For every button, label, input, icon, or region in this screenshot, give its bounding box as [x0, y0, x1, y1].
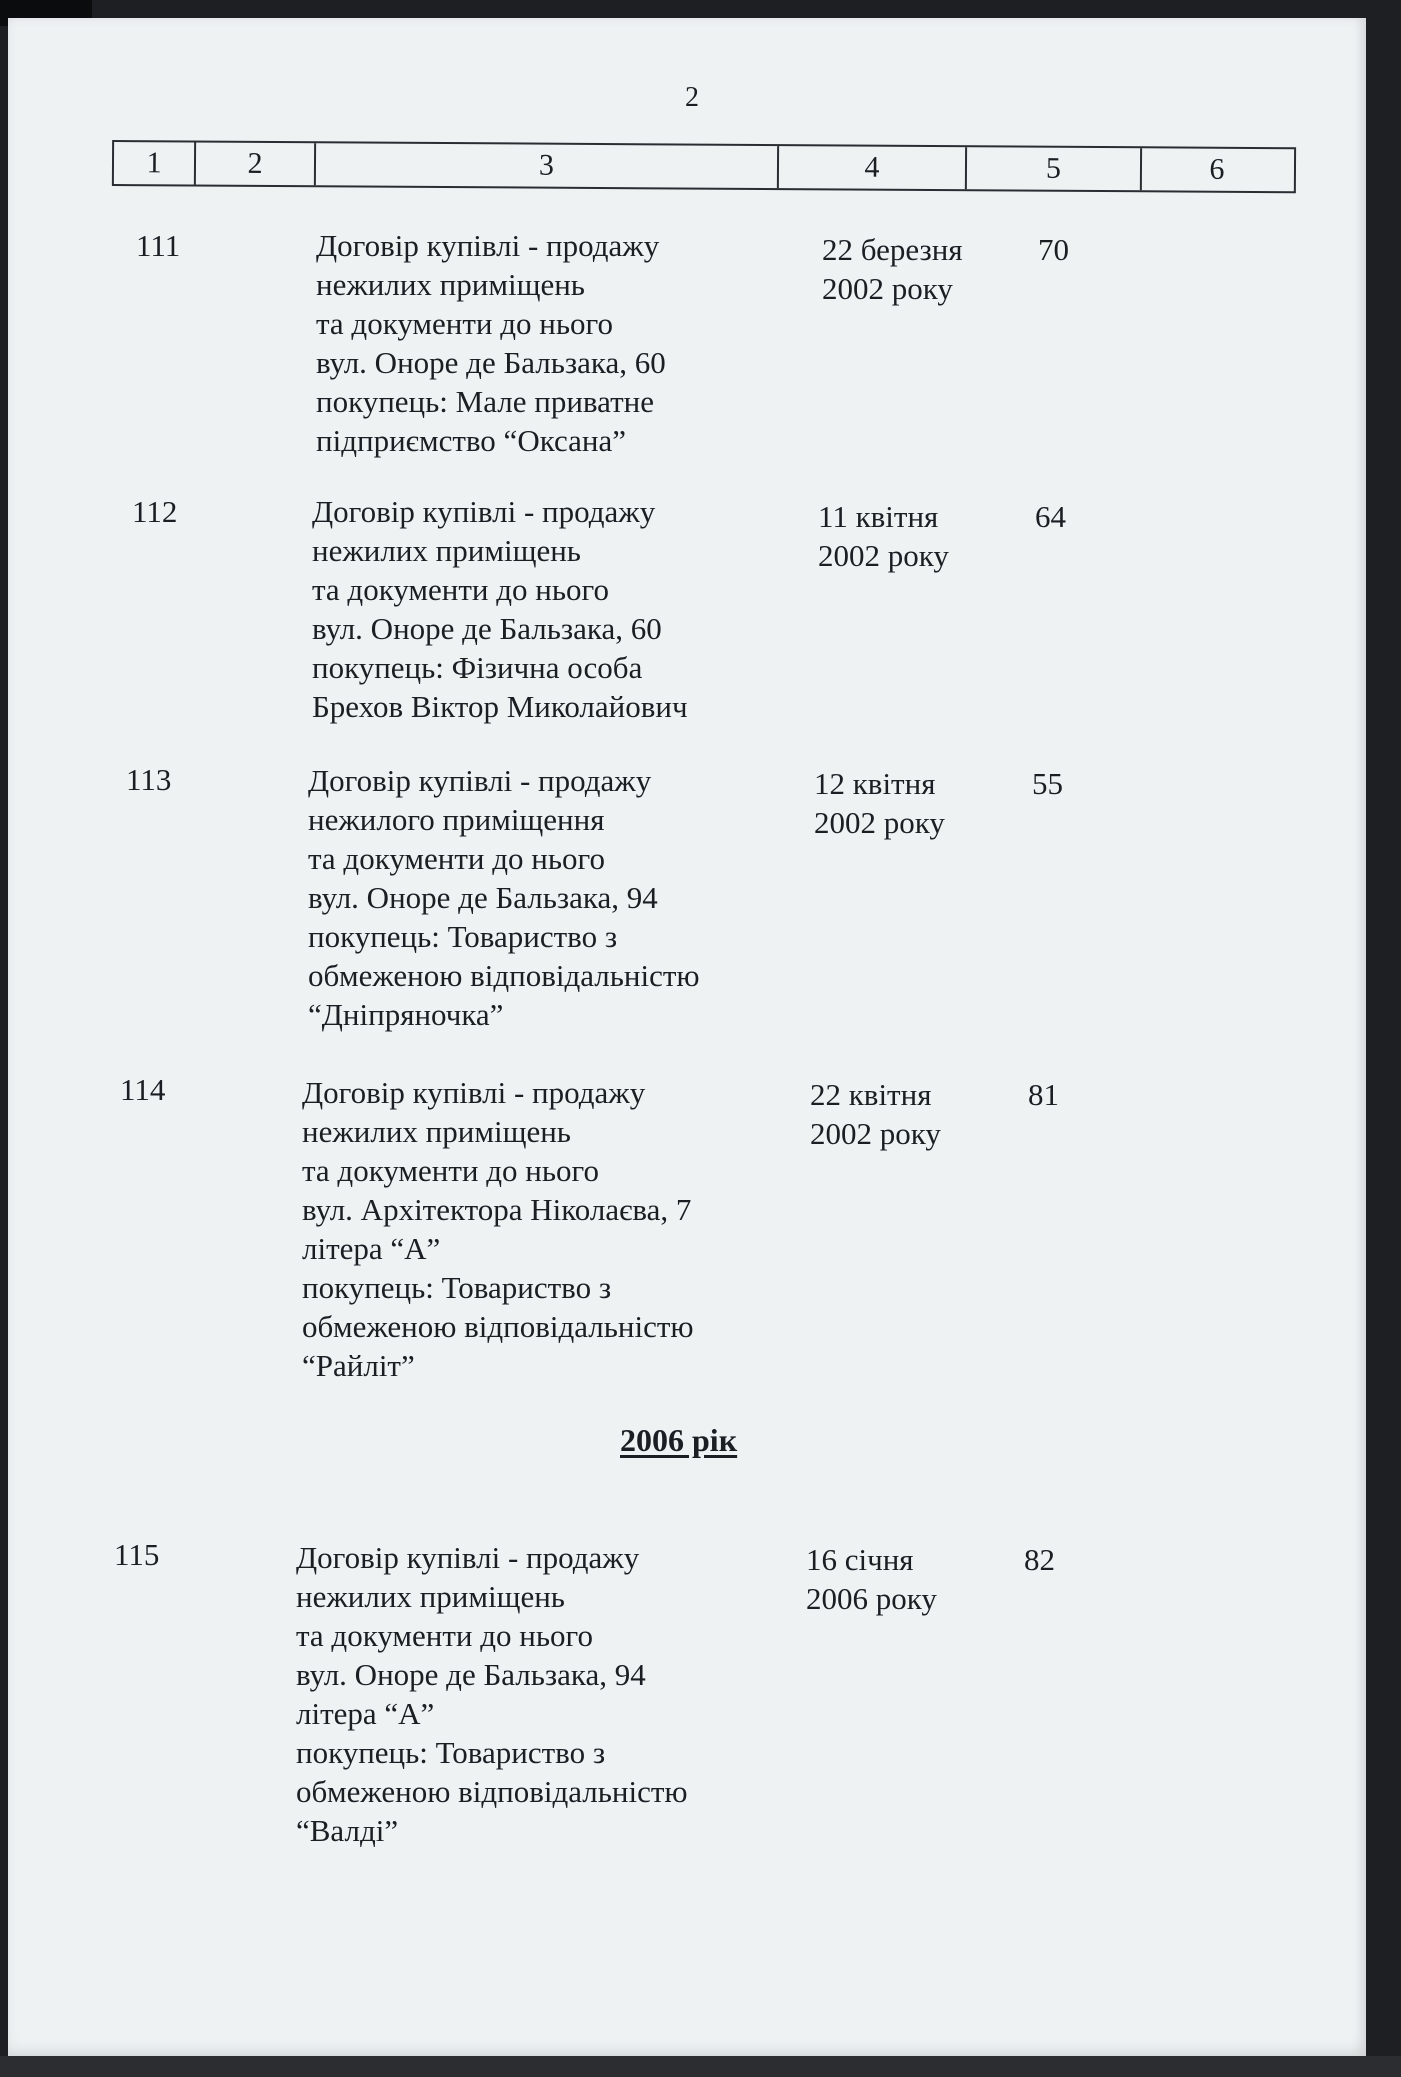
record-date [810, 1075, 941, 1153]
description-line: Договір купівлі - продажу [312, 494, 656, 529]
description-line: покупець: Товариство з [308, 919, 618, 954]
year-heading: 2006 рік [620, 1422, 738, 1458]
record-page-count: 82 [1024, 1542, 1055, 1577]
description-line: літера “А” [296, 1696, 435, 1731]
description-line: та документи до нього [296, 1618, 593, 1653]
description-line: нежилих приміщень [296, 1579, 565, 1614]
column-header-2: 2 [196, 143, 316, 186]
record-page-count: 64 [1035, 499, 1066, 534]
date-line: 22 квітня [810, 1077, 932, 1112]
record-number: 111 [136, 228, 181, 263]
description-line: Договір купівлі - продажу [296, 1540, 640, 1575]
column-header-4: 4 [779, 146, 967, 189]
description-line: Договір купівлі - продажу [302, 1075, 646, 1110]
description-line: покупець: Товариство з [302, 1270, 612, 1305]
date-line: 16 січня [806, 1542, 914, 1577]
record-date [822, 230, 963, 308]
record-page-count: 81 [1028, 1077, 1059, 1112]
record-number: 115 [114, 1537, 160, 1572]
description-line: “Райліт” [302, 1348, 415, 1383]
description-line: та документи до нього [312, 572, 609, 607]
column-header-3: 3 [316, 143, 779, 188]
description-line: та документи до нього [302, 1153, 599, 1188]
description-line: та документи до нього [308, 841, 605, 876]
record-date [806, 1540, 937, 1618]
record-description [308, 761, 700, 1034]
description-line: нежилого приміщення [308, 802, 605, 837]
date-line: 2002 року [814, 805, 945, 840]
record-number: 114 [120, 1072, 166, 1107]
column-header-6: 6 [1209, 152, 1225, 186]
description-line: нежилих приміщень [312, 533, 581, 568]
description-line: підприємство “Оксана” [316, 423, 626, 458]
record-description [296, 1538, 688, 1850]
description-line: вул. Оноре де Бальзака, 94 [308, 880, 658, 915]
description-line: Договір купівлі - продажу [316, 228, 660, 263]
description-line: Договір купівлі - продажу [308, 763, 652, 798]
record-description [316, 226, 666, 460]
description-line: нежилих приміщень [316, 267, 585, 302]
scan-bottom-edge [0, 2056, 1401, 2077]
date-line: 12 квітня [814, 766, 936, 801]
description-line: вул. Оноре де Бальзака, 60 [312, 611, 662, 646]
date-line: 22 березня [822, 232, 963, 267]
record-number: 112 [132, 494, 178, 529]
record-description [302, 1073, 694, 1385]
date-line: 2002 року [818, 538, 949, 573]
column-header-5: 5 [967, 147, 1142, 190]
description-line: літера “А” [302, 1231, 441, 1266]
description-line: “Валді” [296, 1813, 399, 1848]
record-description [312, 492, 688, 726]
date-line: 2002 року [822, 271, 953, 306]
column-header-1: 1 [114, 142, 196, 185]
record-number: 113 [126, 762, 172, 797]
description-line: покупець: Фізична особа [312, 650, 643, 685]
record-date [814, 764, 945, 842]
description-line: “Дніпряночка” [308, 997, 504, 1032]
record-page-count: 70 [1038, 232, 1069, 267]
description-line: обмеженою відповідальністю [296, 1774, 688, 1809]
date-line: 11 квітня [818, 499, 939, 534]
description-line: вул. Оноре де Бальзака, 60 [316, 345, 666, 380]
record-date [818, 497, 949, 575]
description-line: вул. Архітектора Ніколаєва, 7 [302, 1192, 692, 1227]
record-page-count: 55 [1032, 766, 1063, 801]
description-line: обмеженою відповідальністю [302, 1309, 694, 1344]
description-line: нежилих приміщень [302, 1114, 571, 1149]
page-number: 2 [685, 82, 699, 113]
column-header-row [112, 140, 1296, 193]
description-line: обмеженою відповідальністю [308, 958, 700, 993]
date-line: 2002 року [810, 1116, 941, 1151]
description-line: покупець: Товариство з [296, 1735, 606, 1770]
date-line: 2006 року [806, 1581, 937, 1616]
description-line: вул. Оноре де Бальзака, 94 [296, 1657, 646, 1692]
description-line: покупець: Мале приватне [316, 384, 654, 419]
description-line: Брехов Віктор Миколайович [312, 689, 688, 724]
description-line: та документи до нього [316, 306, 613, 341]
